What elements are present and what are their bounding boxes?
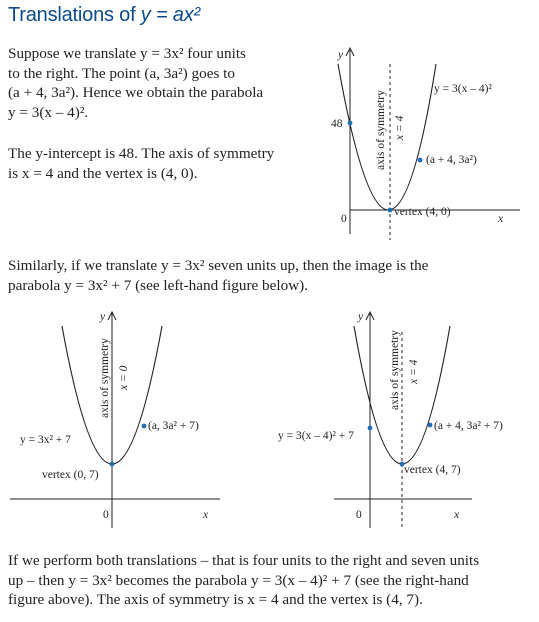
- curve-label: y = 3(x – 4)² + 7: [278, 430, 354, 442]
- vertex-label: vertex (4, 7): [404, 464, 461, 476]
- vertex-label: vertex (0, 7): [42, 469, 99, 481]
- image-point: [428, 423, 433, 428]
- symmetry-label: axis of symmetry: [389, 330, 401, 410]
- text-line: The y-intercept is 48. The axis of symmetry: [8, 145, 275, 162]
- text-line: If we perform both translations – that is four units to the right and seven units: [8, 552, 480, 569]
- y-axis-label: y: [358, 311, 364, 323]
- text-line: figure above). The axis of symmetry is x = 4 and the vertex is (4, 7).: [8, 591, 423, 608]
- text-line: y = 3(x – 4)².: [8, 103, 89, 121]
- heading-expression: y = ax²: [140, 4, 200, 26]
- text-line: up – then y = 3x² becomes the parabola y = 3(x – 4)² + 7 (see the right-hand: [8, 571, 469, 589]
- symmetry-label: axis of symmetry: [99, 338, 111, 418]
- x-axis-label: x: [203, 509, 209, 521]
- origin-label: 0: [341, 213, 347, 225]
- paragraph-translate-right: [8, 44, 263, 122]
- origin-label: 0: [356, 509, 362, 521]
- point-label: (a + 4, 3a²): [426, 154, 477, 166]
- figure-shift-up: [10, 306, 250, 528]
- figure-shift-right: [320, 44, 530, 234]
- point-label: (a + 4, 3a² + 7): [434, 420, 503, 432]
- symmetry-equation: x = 4: [408, 359, 420, 384]
- y-intercept-point: [368, 426, 373, 431]
- symmetry-equation: x = 4: [394, 115, 406, 140]
- point-label: (a, 3a² + 7): [148, 420, 199, 432]
- curve-label: y = 3x² + 7: [20, 434, 71, 446]
- section-heading: [8, 4, 200, 27]
- text-line: to the right. The point (a, 3a²) goes to: [8, 64, 235, 82]
- vertex-label: vertex (4, 0): [394, 206, 451, 218]
- image-point: [142, 424, 147, 429]
- symmetry-equation: x = 0: [118, 365, 130, 390]
- text-line: is x = 4 and the vertex is (4, 0).: [8, 164, 198, 182]
- y-intercept-point: [348, 121, 353, 126]
- symmetry-label: axis of symmetry: [375, 90, 387, 170]
- y-axis-label: y: [100, 311, 106, 323]
- paragraph-both-translations: [8, 551, 479, 610]
- text-line: parabola y = 3x² + 7 (see left-hand figure below).: [8, 276, 309, 294]
- vertex-point: [388, 208, 393, 213]
- paragraph-intercept: [8, 144, 274, 183]
- x-axis-label: x: [454, 509, 460, 521]
- figure-shift-both: [274, 306, 536, 528]
- y-intercept-label: 48: [331, 118, 343, 130]
- origin-label: 0: [103, 509, 109, 521]
- curve-label: y = 3(x – 4)²: [434, 83, 492, 95]
- image-point: [418, 158, 423, 163]
- text-line: Similarly, if we translate y = 3x² seven units up, then the image is the: [8, 257, 429, 274]
- text-line: (a + 4, 3a²). Hence we obtain the parabola: [8, 84, 264, 101]
- x-axis-label: x: [498, 213, 504, 225]
- text-line: Suppose we translate y = 3x² four units: [8, 45, 246, 62]
- heading-prefix: Translations of: [8, 4, 141, 26]
- vertex-point: [110, 462, 115, 467]
- paragraph-translate-up: [8, 256, 428, 295]
- parabola-curve: [338, 64, 436, 210]
- y-axis-label: y: [338, 49, 344, 61]
